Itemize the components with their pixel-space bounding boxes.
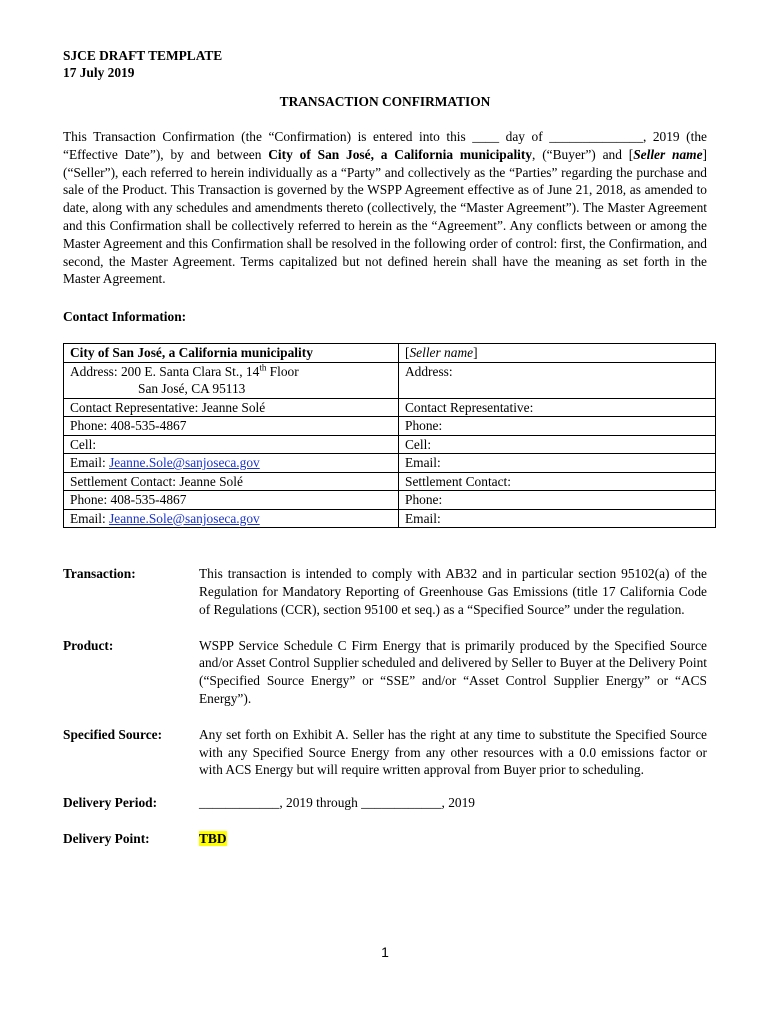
buyer-address: Address: 200 E. Santa Clara St., 14 — [70, 363, 260, 379]
buyer-contact-name: City of San José, a California municipality — [70, 345, 313, 361]
term-value — [199, 830, 707, 848]
address-floor: Floor — [266, 363, 299, 379]
buyer-name: City of San José, a California municipality — [268, 146, 533, 162]
table-row — [64, 454, 716, 473]
seller-contact-name: Seller name — [409, 345, 474, 361]
email-label: Email: — [70, 455, 110, 471]
term-label: Transaction: — [63, 566, 136, 582]
intro-paragraph — [63, 128, 707, 288]
term-value: ____________, 2019 through ____________, 2019 — [199, 795, 475, 811]
intro-text-3: ] (“Seller”), each referred to herein individually as a “Party” and collectively as the “Parties” regarding the purchase and sale of the Product. This Transaction is governed by the WSPP Agreement effective as of June 21, 2018, as amended to date, along with any schedules and amendments thereto (collectively, the “Master Agreement”). The Master Agreement and this Confirmation shall be collectively referred to herein as the “Agreement”. Any conflicts between or among the Master Agreement and this Confirmation shall be resolved in the following order of control: first, the Confirmation, and second, the Master Agreement. Terms capitalized but not defined herein shall have the meaning as set forth in the Master Agreement. — [63, 146, 707, 287]
term-value: This transaction is intended to comply with AB32 and in particular section 95102(a) of the Regulation for Mandatory Reporting of Greenhouse Gas Emissions (title 17 California Code of Regulations (CCR), section 95100 et seq.) as a “Specified Source” under the regulation. — [199, 566, 707, 617]
draft-template-label: SJCE DRAFT TEMPLATE — [63, 48, 223, 63]
seller-name-cell — [399, 344, 716, 363]
document-page — [63, 47, 707, 848]
term-label: Product: — [63, 637, 114, 653]
seller-email: Email: — [399, 454, 716, 473]
table-row — [64, 362, 716, 398]
delivery-point-tbd: TBD — [199, 830, 227, 846]
buyer-phone: Phone: 408-535-4867 — [64, 417, 399, 436]
buyer-address-cell — [64, 362, 399, 398]
term-product — [63, 637, 707, 708]
buyer-rep: Contact Representative: Jeanne Solé — [64, 398, 399, 417]
term-label: Delivery Point: — [63, 830, 150, 846]
term-delivery-period — [63, 794, 707, 812]
table-row — [64, 398, 716, 417]
buyer-settlement-email-cell — [64, 509, 399, 528]
table-row — [64, 491, 716, 510]
table-row — [64, 344, 716, 363]
buyer-cell: Cell: — [64, 435, 399, 454]
seller-settlement-phone: Phone: — [399, 491, 716, 510]
seller-name-placeholder: Seller name — [633, 146, 703, 162]
buyer-settlement-contact: Settlement Contact: Jeanne Solé — [64, 472, 399, 491]
term-delivery-point — [63, 830, 707, 848]
seller-address-cell — [399, 362, 716, 398]
seller-settlement-email: Email: — [399, 509, 716, 528]
bracket-open: [ — [405, 345, 410, 361]
table-row — [64, 509, 716, 528]
term-label: Specified Source: — [63, 726, 163, 742]
draft-date: 17 July 2019 — [63, 65, 135, 80]
seller-address: Address: — [405, 363, 453, 379]
buyer-address-city: San José, CA 95113 — [138, 381, 246, 397]
intro-text-2: , (“Buyer”) and [ — [532, 146, 634, 162]
term-transaction — [63, 565, 707, 618]
table-row — [64, 435, 716, 454]
seller-settlement-contact: Settlement Contact: — [399, 472, 716, 491]
page-number: 1 — [381, 944, 389, 960]
intro-text-1: This Transaction Confirmation (the “Confirmation) is entered into this ____ day of ______________, 2019 (the “Effective Date”), by and between — [63, 129, 707, 162]
email-label: Email: — [70, 510, 110, 526]
term-specified-source — [63, 726, 707, 779]
buyer-settlement-email-link[interactable]: Jeanne.Sole@sanjoseca.gov — [109, 510, 260, 526]
bracket-close: ] — [473, 345, 478, 361]
buyer-email-cell — [64, 454, 399, 473]
contact-table — [63, 343, 716, 528]
contact-heading: Contact Information: — [63, 309, 187, 325]
term-label: Delivery Period: — [63, 795, 158, 811]
ordinal-suffix: th — [259, 362, 267, 373]
term-value: Any set forth on Exhibit A. Seller has the right at any time to substitute the Specified Source with any Specified Source Energy from any other resources with a 0.0 emissions factor or with ACS Energy but will require written approval from Buyer prior to scheduling. — [199, 726, 707, 778]
document-title: TRANSACTION CONFIRMATION — [279, 94, 491, 109]
buyer-email-link[interactable]: Jeanne.Sole@sanjoseca.gov — [109, 455, 260, 471]
seller-rep: Contact Representative: — [399, 398, 716, 417]
table-row — [64, 472, 716, 491]
term-value: WSPP Service Schedule C Firm Energy that is primarily produced by the Specified Source and/or Asset Control Supplier scheduled and delivered by Seller to Buyer at the Delivery Point (“Specified Source Energy” or “SSE” and/or “Asset Control Supplier Energy” or “ACS Energy”). — [199, 637, 707, 706]
seller-cell: Cell: — [399, 435, 716, 454]
seller-phone: Phone: — [399, 417, 716, 436]
table-row — [64, 417, 716, 436]
buyer-name-cell — [64, 344, 399, 363]
buyer-settlement-phone: Phone: 408-535-4867 — [64, 491, 399, 510]
